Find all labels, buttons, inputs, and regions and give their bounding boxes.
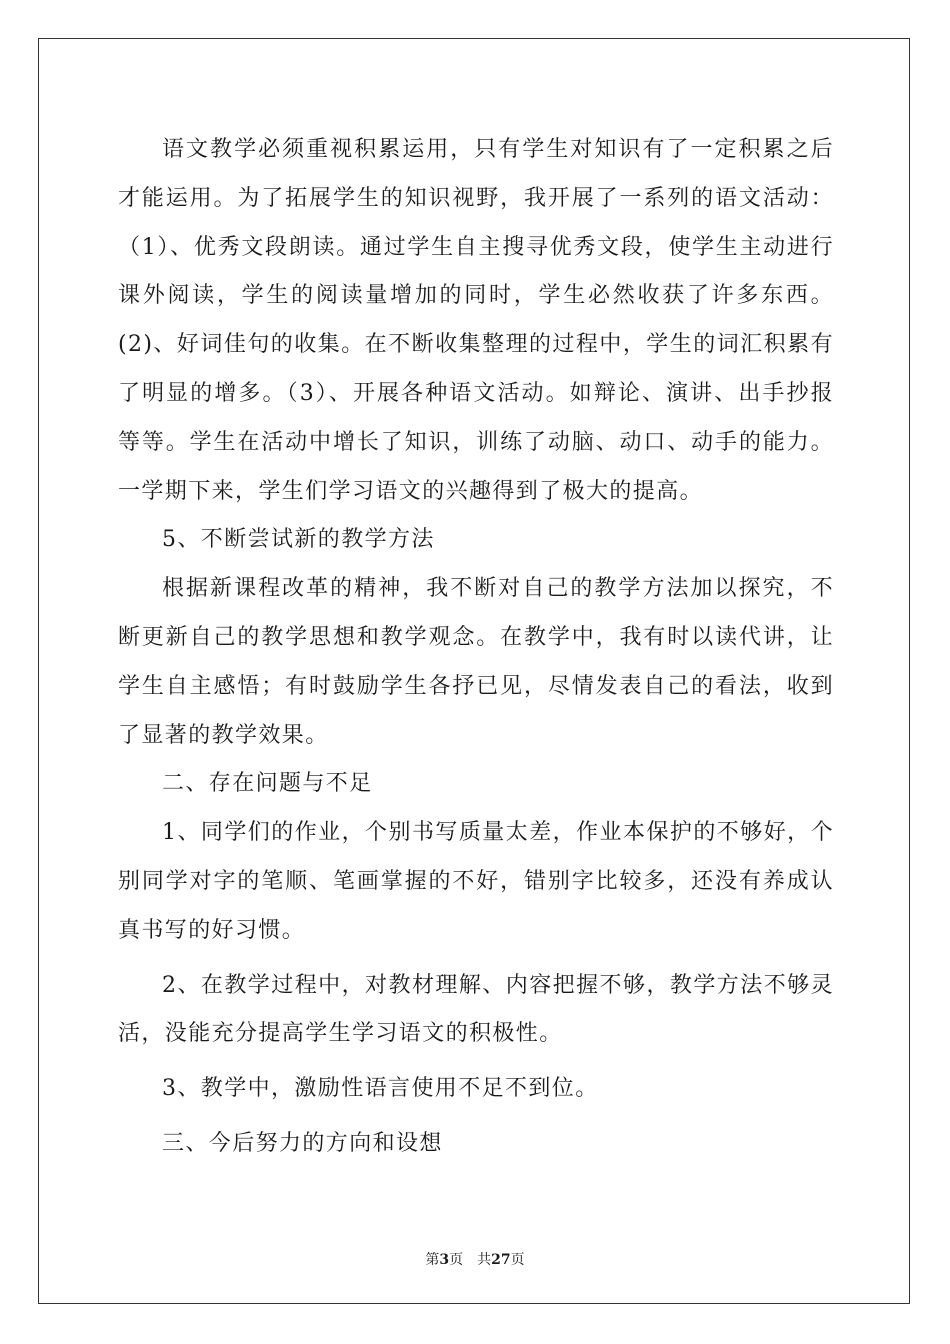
heading-future-direction: 三、今后努力的方向和设想 <box>162 1130 443 1156</box>
paragraph-problem-1: 1、同学们的作业，个别书写质量太差，作业本保护的不够好，个别同学对字的笔顺、笔画掌握的不好，错别字比较多，还没有养成认真书写的好习惯。 <box>118 820 834 943</box>
paragraph-problem-3: 3、教学中，激励性语言使用不足不到位。 <box>162 1076 599 1102</box>
footer-mid: 页 共 <box>449 1252 492 1268</box>
heading-new-methods: 5、不断尝试新的教学方法 <box>162 527 435 553</box>
paragraph-problem-2: 2、在教学过程中，对教材理解、内容把握不够，教学方法不够灵活，没能充分提高学生学习语文的积极性。 <box>118 972 834 1047</box>
page-footer <box>0 1249 950 1269</box>
footer-suffix: 页 <box>510 1252 525 1268</box>
document-body <box>118 126 834 1169</box>
footer-prefix: 第 <box>425 1252 440 1268</box>
footer-page-number: 3 <box>439 1252 450 1268</box>
footer-total-pages: 27 <box>491 1252 511 1268</box>
heading-problems: 二、存在问题与不足 <box>162 771 373 797</box>
paragraph-accumulation: 语文教学必须重视积累运用，只有学生对知识有了一定积累之后才能运用。为了拓展学生的知识视野，我开展了一系列的语文活动：（1）、优秀文段朗读。通过学生自主搜寻优秀文段，使学生主动进行课外阅读，学生的阅读量增加的同时，学生必然收获了许多东西。(2)、好词佳句的收集。在不断收集整理的过程中，学生的词汇积累有了明显的增多。（3）、开展各种语文活动。如辩论、演讲、出手抄报等等。学生在活动中增长了知识，训练了动脑、动口、动手的能力。一学期下来，学生们学习语文的兴趣得到了极大的提高。 <box>118 137 834 504</box>
paragraph-reform: 根据新课程改革的精神，我不断对自己的教学方法加以探究，不断更新自己的教学思想和教学观念。在教学中，我有时以读代讲，让学生自主感悟；有时鼓励学生各抒已见，尽情发表自己的看法，收到了显著的教学效果。 <box>118 576 834 748</box>
